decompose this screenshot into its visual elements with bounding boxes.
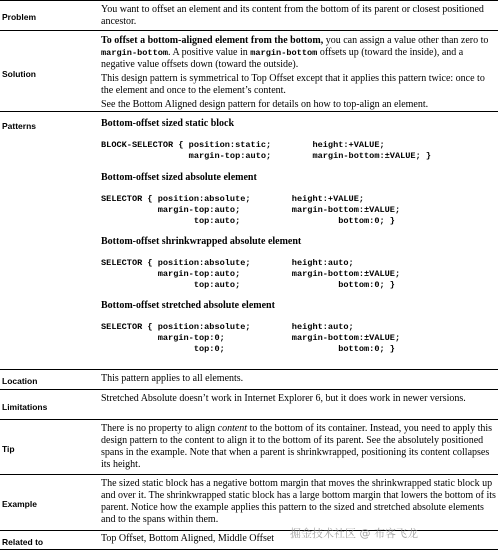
limitations-content bbox=[101, 393, 496, 405]
label-example: Example bbox=[2, 499, 37, 509]
pattern-code: SELECTOR { position:absolute; height:auto; margin-top:0; margin-bottom:±VALUE; top:0; bottom:0; } bbox=[101, 322, 401, 354]
row-solution bbox=[0, 30, 498, 111]
row-problem bbox=[0, 0, 498, 30]
row-limitations bbox=[0, 389, 498, 419]
pattern-code: BLOCK-SELECTOR { position:static; height:+VALUE; margin-top:auto; margin-bottom:±VALUE; } bbox=[101, 140, 432, 161]
problem-text: You want to offset an element and its content from the bottom of its parent or closest positioned ancestor. bbox=[101, 4, 484, 27]
patterns-content bbox=[101, 118, 496, 355]
pattern-title: Bottom-offset sized static block bbox=[101, 118, 235, 129]
label-patterns: Patterns bbox=[2, 121, 37, 131]
row-patterns bbox=[0, 111, 498, 369]
pattern-title: Bottom-offset shrinkwrapped absolute element bbox=[101, 236, 302, 247]
watermark-text: 掘金技术社区 @ 布客飞龙 bbox=[290, 527, 418, 540]
location-text: This pattern applies to all elements. bbox=[101, 373, 244, 384]
row-related bbox=[0, 530, 498, 550]
solution-paragraph-1: To offset a bottom-aligned element from the bottom, you can assign a value other than zero to margin-bottom. A positive value in margin-bottom offsets up (toward the inside), and a negative value offsets down (toward the outside). bbox=[101, 35, 489, 70]
label-limitations: Limitations bbox=[2, 402, 48, 412]
solution-paragraph-2: This design pattern is symmetrical to Top Offset except that it applies this pattern twice: once to the element and once to the element’s content. bbox=[101, 73, 485, 96]
label-tip: Tip bbox=[2, 444, 15, 454]
solution-lead: To offset a bottom-aligned element from the bottom, bbox=[101, 35, 324, 46]
pattern-code: SELECTOR { position:absolute; height:auto; margin-top:auto; margin-bottom:±VALUE; top:auto; bottom:0; } bbox=[101, 258, 401, 290]
pattern-title: Bottom-offset stretched absolute element bbox=[101, 300, 275, 311]
row-location bbox=[0, 369, 498, 389]
tip-emphasis: content bbox=[217, 423, 248, 434]
row-example bbox=[0, 474, 498, 530]
label-location: Location bbox=[2, 376, 38, 386]
label-related: Related to bbox=[2, 537, 44, 547]
tip-text: There is no property to align content to the bottom of its container. Instead, you need to apply this design pattern to the content to align it to the bottom of its parent. See the absolutely positioned spans in the example. Note that when a parent is shrinkwrapped, positioning its content collapses its height. bbox=[101, 423, 493, 470]
solution-content bbox=[101, 35, 496, 111]
example-text: The sized static block has a negative bottom margin that moves the shrinkwrapped static block up and over it. The shrinkwrapped static block has a large bottom margin that lowers the bottom of its parent. Notice how the example applies this pattern to the sized and stretched absolute elements and to the spans within them. bbox=[101, 478, 496, 525]
solution-paragraph-3: See the Bottom Aligned design pattern for details on how to top-align an element. bbox=[101, 99, 429, 110]
example-content bbox=[101, 478, 496, 526]
location-content bbox=[101, 373, 496, 385]
pattern-title: Bottom-offset sized absolute element bbox=[101, 172, 257, 183]
limitations-text: Stretched Absolute doesn’t work in Internet Explorer 6, but it does work in newer versions. bbox=[101, 393, 466, 404]
related-text: Top Offset, Bottom Aligned, Middle Offset bbox=[101, 533, 275, 544]
pattern-code: SELECTOR { position:absolute; height:+VALUE; margin-top:auto; margin-bottom:±VALUE; top:auto; bottom:0; } bbox=[101, 194, 401, 226]
label-problem: Problem bbox=[2, 12, 37, 22]
tip-content bbox=[101, 423, 496, 471]
problem-content bbox=[101, 4, 496, 28]
label-solution: Solution bbox=[2, 69, 36, 79]
code-margin-bottom: margin-bottom bbox=[250, 48, 318, 58]
code-margin-bottom: margin-bottom bbox=[101, 48, 169, 58]
row-tip bbox=[0, 419, 498, 474]
